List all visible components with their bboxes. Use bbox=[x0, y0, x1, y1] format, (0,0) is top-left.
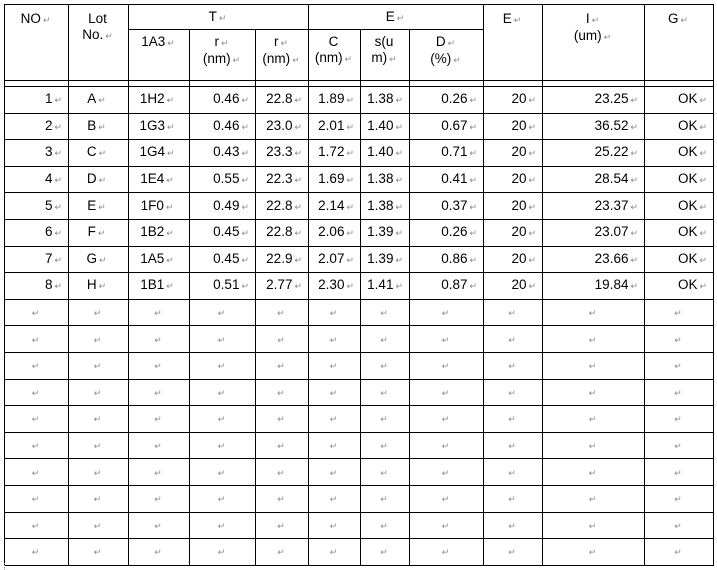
empty-cell: ↵ bbox=[645, 352, 714, 379]
cell-i: 19.84 ↵ bbox=[543, 273, 645, 300]
empty-cell: ↵ bbox=[5, 379, 69, 406]
header-no: NO ↵ bbox=[5, 5, 69, 81]
header-e: E ↵ bbox=[484, 5, 543, 81]
cell-r1: 0.45 ↵ bbox=[190, 246, 256, 273]
cell-c: 2.07 ↵ bbox=[309, 246, 361, 273]
empty-cell: ↵ bbox=[256, 326, 309, 353]
empty-cell: ↵ bbox=[484, 326, 543, 353]
empty-cell: ↵ bbox=[543, 485, 645, 512]
cell-d: 0.71 ↵ bbox=[410, 140, 484, 167]
header-e-group: E ↵ bbox=[309, 5, 484, 30]
empty-cell: ↵ bbox=[129, 352, 190, 379]
cell-g: OK ↵ bbox=[645, 166, 714, 193]
cell-r1: 0.49 ↵ bbox=[190, 193, 256, 220]
cell-code: 1H2 ↵ bbox=[129, 87, 190, 114]
cell-d: 0.67 ↵ bbox=[410, 113, 484, 140]
empty-cell: ↵ bbox=[256, 379, 309, 406]
empty-cell: ↵ bbox=[410, 406, 484, 433]
cell-lot: F ↵ bbox=[69, 219, 129, 246]
empty-cell: ↵ bbox=[645, 299, 714, 326]
cell-code: 1B2 ↵ bbox=[129, 219, 190, 246]
cell-d: 0.86 ↵ bbox=[410, 246, 484, 273]
empty-cell: ↵ bbox=[361, 299, 410, 326]
cell-r1: 0.43 ↵ bbox=[190, 140, 256, 167]
empty-cell: ↵ bbox=[543, 459, 645, 486]
empty-cell: ↵ bbox=[256, 539, 309, 566]
cell-g: OK ↵ bbox=[645, 87, 714, 114]
header-e-c: C (nm) ↵ bbox=[309, 30, 361, 81]
header-t-r2: r ↵ (nm) ↵ bbox=[256, 30, 309, 81]
empty-cell: ↵ bbox=[361, 406, 410, 433]
empty-row bbox=[5, 485, 714, 512]
empty-cell: ↵ bbox=[361, 432, 410, 459]
empty-cell: ↵ bbox=[69, 459, 129, 486]
cell-g: OK ↵ bbox=[645, 273, 714, 300]
empty-cell: ↵ bbox=[410, 352, 484, 379]
cell-e: 20 ↵ bbox=[484, 219, 543, 246]
empty-cell: ↵ bbox=[410, 539, 484, 566]
empty-cell: ↵ bbox=[484, 539, 543, 566]
cell-e: 20 ↵ bbox=[484, 193, 543, 220]
cell-r2: 22.8 ↵ bbox=[256, 87, 309, 114]
empty-cell: ↵ bbox=[256, 432, 309, 459]
table-row bbox=[5, 140, 714, 167]
cell-s: 1.39 ↵ bbox=[361, 246, 410, 273]
empty-cell: ↵ bbox=[309, 379, 361, 406]
cell-code: 1G4 ↵ bbox=[129, 140, 190, 167]
empty-cell: ↵ bbox=[484, 459, 543, 486]
empty-cell: ↵ bbox=[410, 379, 484, 406]
empty-cell: ↵ bbox=[543, 379, 645, 406]
cell-i: 23.25 ↵ bbox=[543, 87, 645, 114]
empty-cell: ↵ bbox=[129, 299, 190, 326]
empty-cell: ↵ bbox=[190, 379, 256, 406]
header-t-1a3: 1A3 ↵ bbox=[129, 30, 190, 81]
empty-cell: ↵ bbox=[190, 299, 256, 326]
cell-lot: H ↵ bbox=[69, 273, 129, 300]
empty-cell: ↵ bbox=[190, 459, 256, 486]
page-bottom-edge bbox=[4, 563, 714, 570]
cell-e: 20 ↵ bbox=[484, 246, 543, 273]
cell-c: 1.89 ↵ bbox=[309, 87, 361, 114]
empty-cell: ↵ bbox=[361, 326, 410, 353]
empty-cell: ↵ bbox=[190, 539, 256, 566]
empty-row bbox=[5, 406, 714, 433]
empty-cell: ↵ bbox=[543, 326, 645, 353]
cell-code: 1B1 ↵ bbox=[129, 273, 190, 300]
empty-cell: ↵ bbox=[129, 406, 190, 433]
table-row bbox=[5, 246, 714, 273]
table-row bbox=[5, 166, 714, 193]
cell-d: 0.37 ↵ bbox=[410, 193, 484, 220]
empty-row bbox=[5, 512, 714, 539]
table-row bbox=[5, 219, 714, 246]
empty-cell: ↵ bbox=[256, 352, 309, 379]
header-e-d: D ↵ (%) ↵ bbox=[410, 30, 484, 81]
cell-code: 1E4 ↵ bbox=[129, 166, 190, 193]
empty-cell: ↵ bbox=[256, 512, 309, 539]
cell-no: 1 ↵ bbox=[5, 87, 69, 114]
empty-row bbox=[5, 379, 714, 406]
empty-cell: ↵ bbox=[190, 512, 256, 539]
cell-s: 1.38 ↵ bbox=[361, 87, 410, 114]
cell-r2: 22.8 ↵ bbox=[256, 193, 309, 220]
empty-cell: ↵ bbox=[5, 459, 69, 486]
cell-r1: 0.46 ↵ bbox=[190, 87, 256, 114]
cell-i: 36.52 ↵ bbox=[543, 113, 645, 140]
cell-r2: 22.3 ↵ bbox=[256, 166, 309, 193]
cell-lot: A ↵ bbox=[69, 87, 129, 114]
cell-c: 2.06 ↵ bbox=[309, 219, 361, 246]
header-e-s: s(u m) ↵ bbox=[361, 30, 410, 81]
empty-cell: ↵ bbox=[361, 485, 410, 512]
empty-cell: ↵ bbox=[645, 326, 714, 353]
empty-cell: ↵ bbox=[410, 485, 484, 512]
empty-cell: ↵ bbox=[361, 512, 410, 539]
header-row-1 bbox=[5, 5, 714, 30]
empty-cell: ↵ bbox=[129, 539, 190, 566]
empty-cell: ↵ bbox=[543, 539, 645, 566]
cell-g: OK ↵ bbox=[645, 246, 714, 273]
empty-cell: ↵ bbox=[69, 379, 129, 406]
empty-row bbox=[5, 299, 714, 326]
empty-row bbox=[5, 352, 714, 379]
cell-g: OK ↵ bbox=[645, 113, 714, 140]
empty-cell: ↵ bbox=[5, 326, 69, 353]
empty-cell: ↵ bbox=[309, 539, 361, 566]
cell-lot: C ↵ bbox=[69, 140, 129, 167]
cell-no: 5 ↵ bbox=[5, 193, 69, 220]
cell-i: 28.54 ↵ bbox=[543, 166, 645, 193]
empty-cell: ↵ bbox=[129, 512, 190, 539]
empty-cell: ↵ bbox=[69, 512, 129, 539]
cell-no: 3 ↵ bbox=[5, 140, 69, 167]
empty-cell: ↵ bbox=[256, 485, 309, 512]
empty-cell: ↵ bbox=[361, 352, 410, 379]
empty-cell: ↵ bbox=[543, 299, 645, 326]
cell-i: 23.07 ↵ bbox=[543, 219, 645, 246]
empty-cell: ↵ bbox=[309, 352, 361, 379]
cell-no: 4 ↵ bbox=[5, 166, 69, 193]
cell-c: 1.72 ↵ bbox=[309, 140, 361, 167]
empty-cell: ↵ bbox=[645, 406, 714, 433]
empty-cell: ↵ bbox=[69, 406, 129, 433]
empty-cell: ↵ bbox=[5, 406, 69, 433]
empty-cell: ↵ bbox=[309, 432, 361, 459]
empty-row bbox=[5, 432, 714, 459]
cell-r1: 0.45 ↵ bbox=[190, 219, 256, 246]
header-t: T ↵ bbox=[129, 5, 309, 30]
empty-cell: ↵ bbox=[256, 459, 309, 486]
header-lot-no: Lot No. ↵ bbox=[69, 5, 129, 81]
cell-e: 20 ↵ bbox=[484, 140, 543, 167]
empty-cell: ↵ bbox=[484, 432, 543, 459]
cell-code: 1G3 ↵ bbox=[129, 113, 190, 140]
empty-cell: ↵ bbox=[543, 406, 645, 433]
empty-cell: ↵ bbox=[645, 539, 714, 566]
cell-e: 20 ↵ bbox=[484, 166, 543, 193]
cell-no: 2 ↵ bbox=[5, 113, 69, 140]
header-t-r1: r ↵ (nm) ↵ bbox=[190, 30, 256, 81]
empty-cell: ↵ bbox=[484, 352, 543, 379]
cell-r2: 2.77 ↵ bbox=[256, 273, 309, 300]
cell-lot: G ↵ bbox=[69, 246, 129, 273]
cell-r2: 22.8 ↵ bbox=[256, 219, 309, 246]
header-i: I ↵ (um) ↵ bbox=[543, 5, 645, 81]
cell-no: 6 ↵ bbox=[5, 219, 69, 246]
cell-i: 23.66 ↵ bbox=[543, 246, 645, 273]
empty-cell: ↵ bbox=[484, 406, 543, 433]
cell-r2: 23.0 ↵ bbox=[256, 113, 309, 140]
cell-g: OK ↵ bbox=[645, 140, 714, 167]
cell-c: 2.30 ↵ bbox=[309, 273, 361, 300]
empty-cell: ↵ bbox=[543, 352, 645, 379]
cell-c: 2.14 ↵ bbox=[309, 193, 361, 220]
empty-cell: ↵ bbox=[309, 326, 361, 353]
empty-cell: ↵ bbox=[5, 512, 69, 539]
empty-cell: ↵ bbox=[361, 379, 410, 406]
empty-cell: ↵ bbox=[129, 485, 190, 512]
empty-cell: ↵ bbox=[69, 485, 129, 512]
empty-cell: ↵ bbox=[410, 459, 484, 486]
table-row bbox=[5, 273, 714, 300]
cell-lot: D ↵ bbox=[69, 166, 129, 193]
empty-cell: ↵ bbox=[309, 459, 361, 486]
empty-cell: ↵ bbox=[309, 512, 361, 539]
empty-cell: ↵ bbox=[129, 379, 190, 406]
empty-cell: ↵ bbox=[410, 512, 484, 539]
empty-cell: ↵ bbox=[484, 299, 543, 326]
cell-r2: 22.9 ↵ bbox=[256, 246, 309, 273]
empty-cell: ↵ bbox=[5, 352, 69, 379]
cell-e: 20 ↵ bbox=[484, 113, 543, 140]
empty-cell: ↵ bbox=[645, 432, 714, 459]
empty-cell: ↵ bbox=[5, 485, 69, 512]
empty-cell: ↵ bbox=[69, 432, 129, 459]
cell-r1: 0.55 ↵ bbox=[190, 166, 256, 193]
empty-cell: ↵ bbox=[190, 485, 256, 512]
cell-s: 1.40 ↵ bbox=[361, 113, 410, 140]
empty-cell: ↵ bbox=[645, 459, 714, 486]
cell-s: 1.38 ↵ bbox=[361, 166, 410, 193]
empty-cell: ↵ bbox=[543, 432, 645, 459]
empty-cell: ↵ bbox=[129, 326, 190, 353]
cell-d: 0.41 ↵ bbox=[410, 166, 484, 193]
empty-cell: ↵ bbox=[190, 406, 256, 433]
empty-cell: ↵ bbox=[129, 432, 190, 459]
cell-c: 1.69 ↵ bbox=[309, 166, 361, 193]
data-table bbox=[4, 4, 714, 566]
cell-s: 1.39 ↵ bbox=[361, 219, 410, 246]
empty-cell: ↵ bbox=[410, 299, 484, 326]
cell-lot: E ↵ bbox=[69, 193, 129, 220]
cell-i: 25.22 ↵ bbox=[543, 140, 645, 167]
cell-code: 1A5 ↵ bbox=[129, 246, 190, 273]
cell-e: 20 ↵ bbox=[484, 273, 543, 300]
header-g: G ↵ bbox=[645, 5, 714, 81]
empty-cell: ↵ bbox=[69, 326, 129, 353]
empty-cell: ↵ bbox=[190, 432, 256, 459]
cell-r1: 0.46 ↵ bbox=[190, 113, 256, 140]
empty-cell: ↵ bbox=[361, 539, 410, 566]
cell-s: 1.38 ↵ bbox=[361, 193, 410, 220]
empty-cell: ↵ bbox=[69, 352, 129, 379]
empty-cell: ↵ bbox=[256, 406, 309, 433]
empty-cell: ↵ bbox=[69, 299, 129, 326]
empty-cell: ↵ bbox=[5, 539, 69, 566]
cell-no: 7 ↵ bbox=[5, 246, 69, 273]
empty-cell: ↵ bbox=[361, 459, 410, 486]
empty-cell: ↵ bbox=[410, 326, 484, 353]
empty-cell: ↵ bbox=[190, 352, 256, 379]
empty-cell: ↵ bbox=[309, 485, 361, 512]
empty-cell: ↵ bbox=[256, 299, 309, 326]
cell-d: 0.26 ↵ bbox=[410, 87, 484, 114]
empty-cell: ↵ bbox=[484, 379, 543, 406]
cell-lot: B ↵ bbox=[69, 113, 129, 140]
empty-cell: ↵ bbox=[484, 485, 543, 512]
table-row bbox=[5, 193, 714, 220]
empty-row bbox=[5, 459, 714, 486]
empty-cell: ↵ bbox=[5, 299, 69, 326]
empty-cell: ↵ bbox=[543, 512, 645, 539]
empty-cell: ↵ bbox=[484, 512, 543, 539]
empty-row bbox=[5, 539, 714, 566]
cell-d: 0.87 ↵ bbox=[410, 273, 484, 300]
empty-cell: ↵ bbox=[309, 299, 361, 326]
empty-cell: ↵ bbox=[190, 326, 256, 353]
empty-cell: ↵ bbox=[645, 512, 714, 539]
cell-r1: 0.51 ↵ bbox=[190, 273, 256, 300]
empty-row bbox=[5, 326, 714, 353]
empty-cell: ↵ bbox=[69, 539, 129, 566]
empty-cell: ↵ bbox=[309, 406, 361, 433]
cell-r2: 23.3 ↵ bbox=[256, 140, 309, 167]
table-row bbox=[5, 87, 714, 114]
cell-e: 20 ↵ bbox=[484, 87, 543, 114]
cell-s: 1.40 ↵ bbox=[361, 140, 410, 167]
cell-no: 8 ↵ bbox=[5, 273, 69, 300]
cell-d: 0.26 ↵ bbox=[410, 219, 484, 246]
cell-i: 23.37 ↵ bbox=[543, 193, 645, 220]
table-row bbox=[5, 113, 714, 140]
empty-cell: ↵ bbox=[645, 485, 714, 512]
cell-code: 1F0 ↵ bbox=[129, 193, 190, 220]
cell-s: 1.41 ↵ bbox=[361, 273, 410, 300]
empty-cell: ↵ bbox=[645, 379, 714, 406]
cell-g: OK ↵ bbox=[645, 219, 714, 246]
empty-cell: ↵ bbox=[5, 432, 69, 459]
cell-c: 2.01 ↵ bbox=[309, 113, 361, 140]
empty-cell: ↵ bbox=[129, 459, 190, 486]
empty-cell: ↵ bbox=[410, 432, 484, 459]
cell-g: OK ↵ bbox=[645, 193, 714, 220]
